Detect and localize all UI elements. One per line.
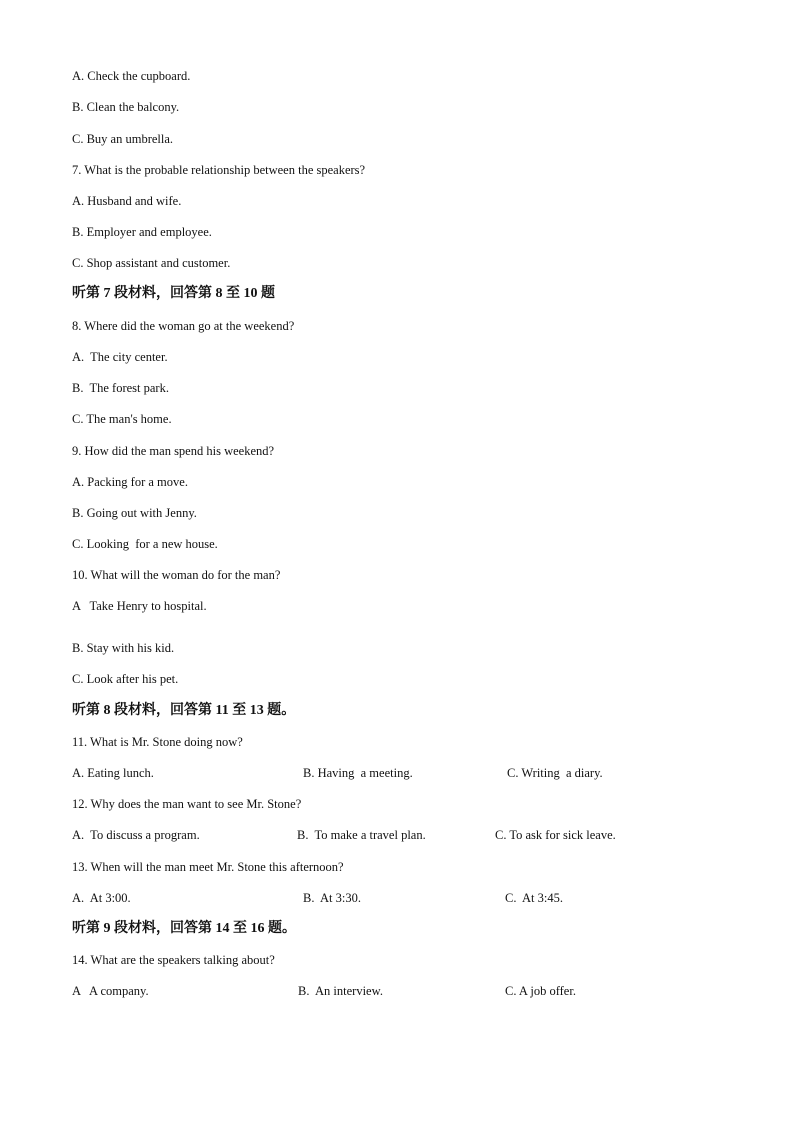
q10-option-a: A Take Henry to hospital. [72,599,207,613]
q9-option-a: A. Packing for a move. [72,475,188,489]
q9-option-b: B. Going out with Jenny. [72,506,197,520]
q6-option-a: A. Check the cupboard. [72,69,191,83]
q11-option-c: C. Writing a diary. [507,766,603,780]
q11-option-a: A. Eating lunch. [72,766,154,780]
q7-question: 7. What is the probable relationship between the speakers? [72,163,366,177]
q7-option-b: B. Employer and employee. [72,225,212,239]
section-heading-9: 听第 9 段材料，回答第 14 至 16 题。 [72,921,296,936]
q13-question: 13. When will the man meet Mr. Stone this afternoon? [72,860,344,874]
q8-option-a: A. The city center. [72,350,168,364]
q10-option-c: C. Look after his pet. [72,672,179,686]
q14-question: 14. What are the speakers talking about? [72,953,275,967]
q7-option-c: C. Shop assistant and customer. [72,256,231,270]
q13-option-b: B. At 3:30. [303,891,361,905]
q9-question: 9. How did the man spend his weekend? [72,444,275,458]
section-heading-8: 听第 8 段材料，回答第 11 至 13 题。 [72,703,296,718]
q12-question: 12. Why does the man want to see Mr. Stone? [72,797,302,811]
q11-option-b: B. Having a meeting. [303,766,413,780]
q6-option-b: B. Clean the balcony. [72,100,180,114]
q12-option-a: A. To discuss a program. [72,828,200,842]
section-heading-7: 听第 7 段材料，回答第 8 至 10 题 [72,286,275,301]
q14-option-c: C. A job offer. [505,984,576,998]
q11-question: 11. What is Mr. Stone doing now? [72,735,243,749]
q8-option-b: B. The forest park. [72,381,169,395]
q13-option-c: C. At 3:45. [505,891,563,905]
q10-option-b: B. Stay with his kid. [72,641,175,655]
q12-option-c: C. To ask for sick leave. [495,828,616,842]
q14-option-a: A A company. [72,984,149,998]
q12-option-b: B. To make a travel plan. [297,828,426,842]
q14-option-b: B. An interview. [298,984,383,998]
q9-option-c: C. Looking for a new house. [72,537,218,551]
q13-option-a: A. At 3:00. [72,891,131,905]
q8-question: 8. Where did the woman go at the weekend? [72,319,295,333]
q8-option-c: C. The man's home. [72,412,172,426]
q10-question: 10. What will the woman do for the man? [72,568,281,582]
q6-option-c: C. Buy an umbrella. [72,132,174,146]
q7-option-a: A. Husband and wife. [72,194,182,208]
